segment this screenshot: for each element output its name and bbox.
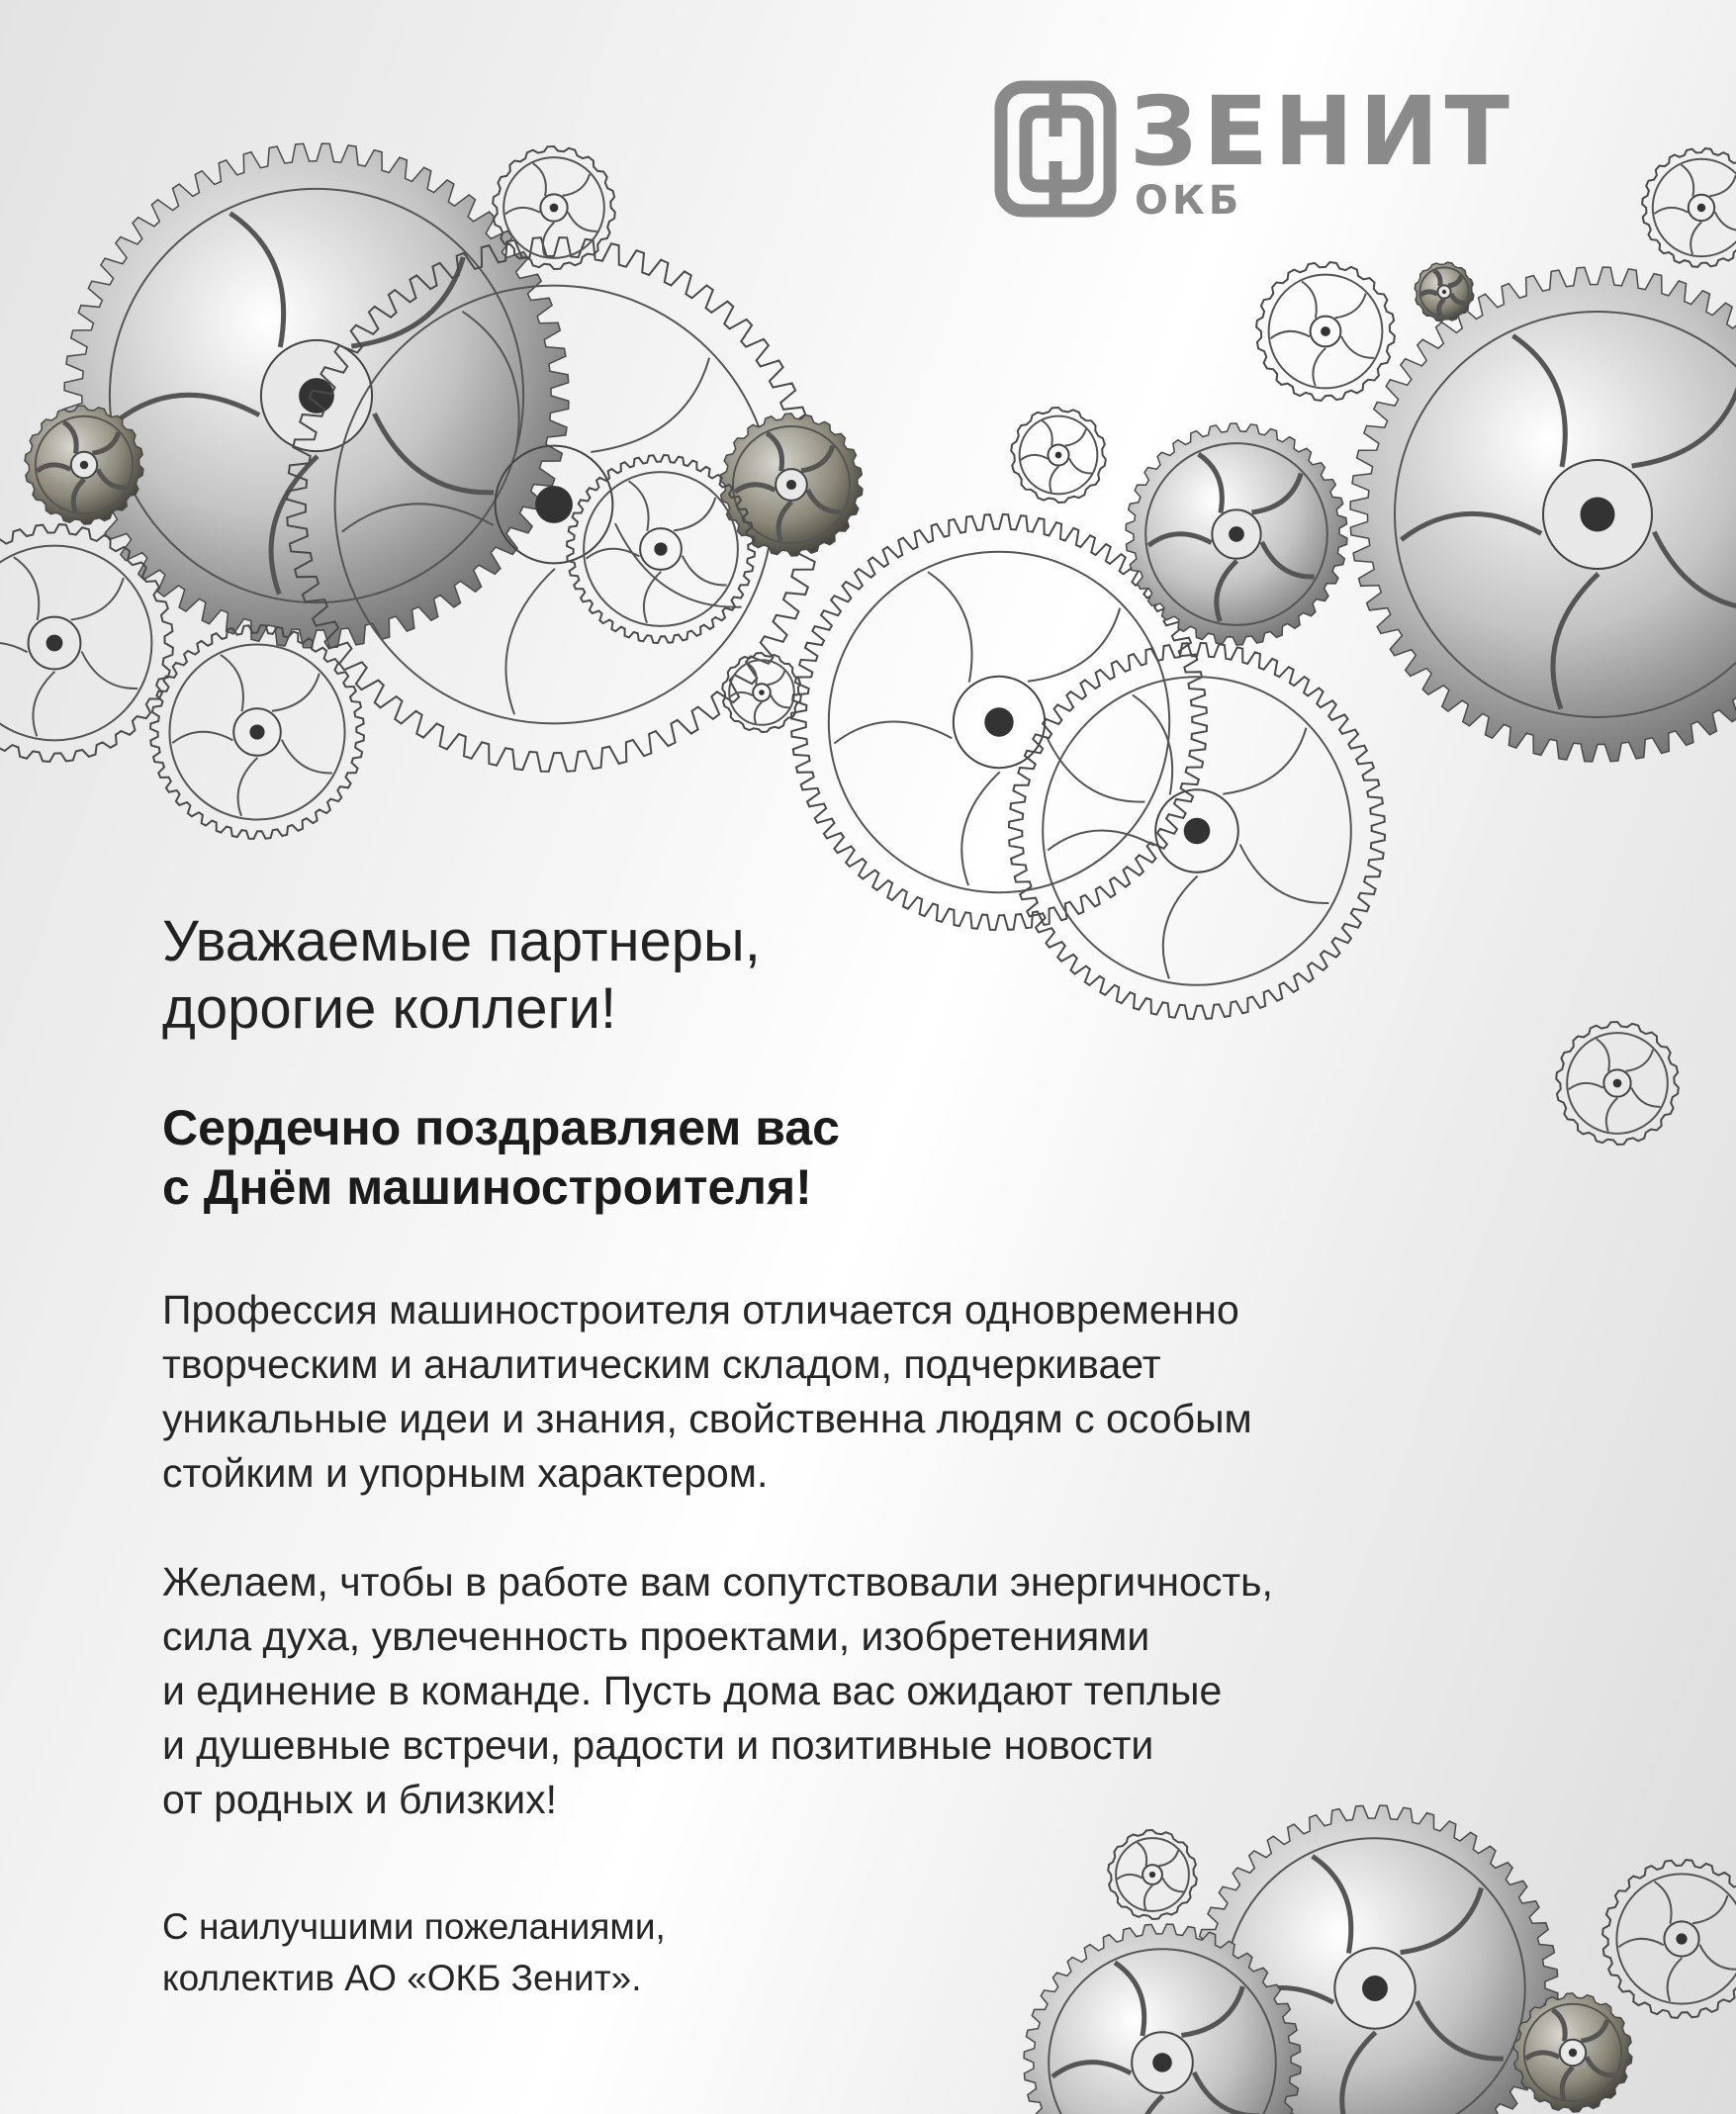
- paragraph-line: Желаем, чтобы в работе вам сопутствовали энергичность,: [162, 1559, 1273, 1605]
- gear-small-mid-spoke: [1065, 429, 1086, 446]
- signature-line: коллектив АО «ОКБ Зенит».: [162, 1958, 642, 1998]
- logo-emblem-icon: [1001, 87, 1110, 211]
- logo-wordmark: ЗЕНИТ: [1130, 77, 1515, 187]
- gear-top-center-outline-spoke: [591, 358, 709, 452]
- gear-bottom-small-spoke: [1158, 1850, 1178, 1866]
- gear-middle-right-outline-axle: [1184, 818, 1211, 845]
- gear-top-center-outline-spoke: [505, 569, 554, 715]
- gear-small-left-axle: [80, 461, 88, 469]
- headline-line: с Днём машиностроителя!: [162, 1159, 812, 1215]
- gear-left-outline-axle: [46, 635, 63, 652]
- gear-dark-center-axle: [786, 480, 796, 490]
- gear-floating-right-spoke: [1626, 1050, 1654, 1071]
- gear-bottom-edge-spoke: [1619, 1939, 1664, 1947]
- gear-escapement-spoke: [629, 481, 649, 530]
- gear-middle-right-outline-spoke: [1133, 695, 1172, 795]
- gear-bottom-small-spoke: [1162, 1878, 1183, 1891]
- gear-edge-right-spoke: [1715, 212, 1736, 230]
- gear-small-right-spoke: [1271, 331, 1311, 338]
- gear-left-lower-outline-spoke: [272, 674, 320, 711]
- gear-top-center-outline-axle: [535, 486, 573, 523]
- gear-edge-right-spoke: [1654, 208, 1688, 214]
- gear-small-right-spoke: [1313, 348, 1325, 386]
- gear-small-mid-axle: [1055, 452, 1062, 459]
- gear-small-right-axle: [1321, 326, 1330, 336]
- congratulation-headline: [162, 1098, 1567, 1217]
- gear-bottom-edge-spoke: [1699, 1945, 1736, 1970]
- gear-left-lower-outline-axle: [249, 724, 264, 739]
- paragraph-line: от родных и близких!: [162, 1777, 557, 1822]
- gear-bottom-edge-spoke: [1655, 1882, 1672, 1923]
- gear-left-outline-spoke: [71, 578, 124, 619]
- gear-tiny-spoke: [755, 702, 762, 724]
- gear-right-large-axle: [1581, 498, 1615, 532]
- gear-middle-large-outline-spoke: [834, 722, 952, 744]
- gear-middle-right-outline-spoke: [1223, 728, 1306, 794]
- paragraph-line: стойким и упорным характером.: [162, 1450, 769, 1496]
- paragraph-line: Профессия машиностроителя отличается одновременно: [162, 1287, 1239, 1333]
- gear-escapement-spoke: [644, 572, 661, 623]
- gear-small-top-spoke: [563, 174, 591, 196]
- gear-bottom-small-spoke: [1117, 1875, 1142, 1880]
- gear-left-outline-rim: [0, 546, 151, 741]
- company-logo: [991, 77, 1545, 226]
- gear-small-mid-spoke: [1021, 455, 1048, 460]
- gear-bottom-left-axle: [1152, 2053, 1172, 2072]
- gear-tiny-right-axle: [1442, 290, 1446, 294]
- paragraph-line: и душевные встречи, радости и позитивные новости: [162, 1722, 1154, 1768]
- gear-tiny-axle: [759, 689, 765, 695]
- gear-middle-right-outline-spoke: [1240, 845, 1329, 903]
- paragraph-line: уникальные идеи и знания, свойственна людям с особым: [162, 1396, 1252, 1441]
- gear-small-right-spoke: [1335, 294, 1366, 319]
- gear-left-outline-spoke: [0, 643, 28, 656]
- greeting-line: Уважаемые партнеры,: [162, 909, 761, 973]
- gear-bottom-right-dark-axle: [1569, 2049, 1577, 2057]
- gear-left-outline-spoke: [33, 672, 54, 737]
- gear-bottom-edge-spoke: [1668, 1958, 1683, 2001]
- gear-small-right-spoke: [1341, 336, 1374, 358]
- gear-top-left-large-axle: [299, 378, 334, 414]
- logo-subtitle: ОКБ: [1135, 178, 1243, 224]
- gear-escapement-axle: [654, 542, 667, 555]
- gear-middle-large-outline-spoke: [961, 772, 999, 885]
- paragraph-line: и единение в команде. Пусть дома вас ожидают теплые: [162, 1668, 1223, 1713]
- gear-left-lower-outline-spoke: [238, 758, 258, 816]
- gear-bottom-edge-axle: [1676, 1933, 1687, 1944]
- paragraph-line: творческим и аналитическим складом, подчеркивает: [162, 1341, 1161, 1387]
- gear-middle-large-outline-spoke: [928, 572, 971, 682]
- gear-left-outline-spoke: [14, 557, 39, 620]
- gear-left-lower-outline-spoke: [172, 732, 232, 743]
- gear-middle-large-outline-spoke: [1047, 737, 1144, 802]
- gear-escapement-spoke: [674, 498, 715, 531]
- gear-left-outline-spoke: [82, 652, 138, 689]
- gear-small-top-spoke: [505, 208, 540, 214]
- gear-escapement-spoke: [683, 556, 727, 586]
- gear-tiny-spoke: [771, 695, 789, 708]
- gear-mid-bearing-axle: [1229, 526, 1244, 542]
- paragraph-line: сила духа, увлеченность проектами, изобретениями: [162, 1613, 1150, 1659]
- paragraph-profession: [162, 1283, 1567, 1501]
- gear-edge-right-spoke: [1709, 175, 1736, 196]
- gear-small-right-spoke: [1302, 281, 1317, 318]
- gear-floating-right-spoke: [1606, 1098, 1617, 1132]
- greeting-heading: [162, 908, 1567, 1043]
- gear-floating-right-spoke: [1631, 1087, 1660, 1106]
- gear-bottom-small-axle: [1149, 1872, 1155, 1878]
- gear-tiny-spoke: [730, 692, 753, 696]
- headline-line: Сердечно поздравляем вас: [162, 1100, 840, 1155]
- gear-small-mid-spoke: [1050, 467, 1058, 493]
- gear-floating-right-spoke: [1597, 1039, 1609, 1071]
- signature: [162, 1901, 1567, 2004]
- gear-small-top-spoke: [533, 163, 546, 196]
- gear-bottom-edge-spoke: [1692, 1895, 1727, 1923]
- paragraph-wishes: [162, 1555, 1567, 1827]
- greeting-line: дорогие коллеги!: [162, 976, 617, 1041]
- gear-middle-right-outline-spoke: [1048, 831, 1154, 851]
- gear-left-lower-outline-spoke: [282, 740, 332, 774]
- gear-bottom-small-spoke: [1138, 1843, 1147, 1867]
- gear-middle-large-outline-axle: [984, 707, 1013, 736]
- gear-small-mid-spoke: [1043, 420, 1052, 446]
- gear-left-lower-outline-spoke: [221, 655, 243, 711]
- gear-small-top-axle: [550, 204, 559, 213]
- gear-edge-right-axle: [1697, 204, 1705, 212]
- gear-middle-large-outline-spoke: [1028, 608, 1120, 682]
- gear-tiny-spoke: [768, 671, 785, 685]
- signature-line: С наилучшими пожеланиями,: [162, 1906, 666, 1947]
- gear-edge-right-spoke: [1681, 165, 1693, 197]
- gear-small-top-spoke: [568, 212, 596, 230]
- gear-edge-right-spoke: [1690, 222, 1701, 254]
- gear-floating-right-spoke: [1569, 1083, 1603, 1089]
- gear-small-mid-spoke: [1069, 458, 1092, 473]
- gear-floating-right-axle: [1613, 1079, 1622, 1088]
